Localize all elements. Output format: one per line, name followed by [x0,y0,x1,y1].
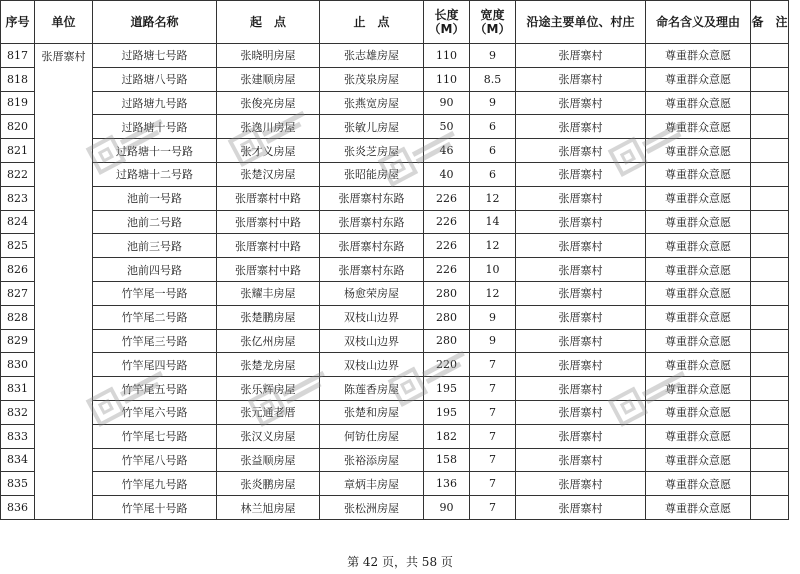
cell-along: 张厝寨村 [516,329,646,353]
cell-note [751,258,789,282]
cell-width: 10 [470,258,516,282]
cell-end: 杨愈荣房屋 [320,281,424,305]
table-row [1,139,789,163]
table-row [1,496,789,520]
cell-road-name: 过路塘十一号路 [93,139,217,163]
cell-meaning: 尊重群众意愿 [646,139,751,163]
cell-meaning: 尊重群众意愿 [646,44,751,68]
cell-seq: 825 [1,234,35,258]
cell-end: 何钫仕房屋 [320,424,424,448]
cell-meaning: 尊重群众意愿 [646,377,751,401]
cell-end: 张敏儿房屋 [320,115,424,139]
cell-length: 158 [424,448,470,472]
cell-length: 90 [424,496,470,520]
cell-meaning: 尊重群众意愿 [646,258,751,282]
cell-seq: 823 [1,186,35,210]
header-unit: 单位 [35,1,93,44]
cell-seq: 822 [1,162,35,186]
cell-end: 张厝寨村东路 [320,234,424,258]
cell-along: 张厝寨村 [516,139,646,163]
cell-along: 张厝寨村 [516,424,646,448]
header-length-label: 长度 [434,8,459,22]
cell-meaning: 尊重群众意愿 [646,424,751,448]
cell-width: 12 [470,234,516,258]
cell-note [751,377,789,401]
cell-note [751,329,789,353]
cell-length: 226 [424,186,470,210]
cell-note [751,186,789,210]
cell-along: 张厝寨村 [516,353,646,377]
cell-width: 12 [470,281,516,305]
cell-length: 226 [424,258,470,282]
cell-note [751,115,789,139]
cell-note [751,448,789,472]
cell-note [751,210,789,234]
cell-road-name: 竹竿尾六号路 [93,400,217,424]
cell-road-name: 竹竿尾十号路 [93,496,217,520]
cell-width: 9 [470,329,516,353]
cell-along: 张厝寨村 [516,258,646,282]
cell-end: 双枝山边界 [320,353,424,377]
cell-note [751,472,789,496]
cell-length: 280 [424,329,470,353]
cell-length: 220 [424,353,470,377]
cell-meaning: 尊重群众意愿 [646,234,751,258]
header-start: 起 点 [217,1,320,44]
cell-end: 张裕添房屋 [320,448,424,472]
cell-start: 张楚鹏房屋 [217,305,320,329]
cell-road-name: 过路塘七号路 [93,44,217,68]
cell-seq: 820 [1,115,35,139]
cell-note [751,424,789,448]
cell-along: 张厝寨村 [516,67,646,91]
cell-start: 张乐辉房屋 [217,377,320,401]
cell-road-name: 竹竿尾五号路 [93,377,217,401]
cell-meaning: 尊重群众意愿 [646,162,751,186]
cell-width: 7 [470,353,516,377]
cell-start: 林兰旭房屋 [217,496,320,520]
cell-end: 张昭能房屋 [320,162,424,186]
cell-road-name: 池前四号路 [93,258,217,282]
cell-meaning: 尊重群众意愿 [646,210,751,234]
cell-seq: 827 [1,281,35,305]
header-width [470,1,516,44]
table-row [1,424,789,448]
cell-meaning: 尊重群众意愿 [646,305,751,329]
cell-meaning: 尊重群众意愿 [646,91,751,115]
cell-road-name: 竹竿尾三号路 [93,329,217,353]
cell-start: 张厝寨村中路 [217,258,320,282]
cell-road-name: 竹竿尾一号路 [93,281,217,305]
cell-length: 280 [424,281,470,305]
cell-along: 张厝寨村 [516,448,646,472]
cell-length: 110 [424,67,470,91]
table-row [1,448,789,472]
cell-length: 50 [424,115,470,139]
cell-note [751,139,789,163]
cell-start: 张建顺房屋 [217,67,320,91]
cell-seq: 817 [1,44,35,68]
header-row [1,1,789,44]
cell-seq: 831 [1,377,35,401]
cell-start: 张楚龙房屋 [217,353,320,377]
cell-along: 张厝寨村 [516,496,646,520]
cell-width: 7 [470,377,516,401]
cell-start: 张厝寨村中路 [217,234,320,258]
cell-unit: 张厝寨村 [35,44,93,520]
cell-seq: 829 [1,329,35,353]
cell-width: 8.5 [470,67,516,91]
table-row [1,353,789,377]
cell-end: 张厝寨村东路 [320,258,424,282]
header-meaning: 命名含义及理由 [646,1,751,44]
cell-end: 章炳丰房屋 [320,472,424,496]
cell-along: 张厝寨村 [516,281,646,305]
cell-along: 张厝寨村 [516,305,646,329]
cell-seq: 836 [1,496,35,520]
cell-width: 12 [470,186,516,210]
table-row [1,234,789,258]
cell-width: 6 [470,139,516,163]
cell-width: 7 [470,400,516,424]
cell-note [751,281,789,305]
cell-seq: 832 [1,400,35,424]
cell-width: 7 [470,448,516,472]
cell-width: 14 [470,210,516,234]
cell-seq: 828 [1,305,35,329]
cell-start: 张耀丰房屋 [217,281,320,305]
cell-road-name: 过路塘九号路 [93,91,217,115]
cell-note [751,234,789,258]
cell-start: 张亿州房屋 [217,329,320,353]
table-row [1,91,789,115]
cell-road-name: 过路塘十号路 [93,115,217,139]
cell-length: 136 [424,472,470,496]
header-length-unit: （M） [428,22,465,36]
cell-meaning: 尊重群众意愿 [646,400,751,424]
cell-road-name: 过路塘八号路 [93,67,217,91]
table-row [1,400,789,424]
cell-seq: 835 [1,472,35,496]
cell-end: 张厝寨村东路 [320,210,424,234]
cell-along: 张厝寨村 [516,400,646,424]
cell-start: 张俊亮房屋 [217,91,320,115]
cell-note [751,162,789,186]
header-width-unit: （M） [474,22,511,36]
cell-meaning: 尊重群众意愿 [646,281,751,305]
cell-width: 9 [470,44,516,68]
cell-length: 90 [424,91,470,115]
cell-road-name: 竹竿尾二号路 [93,305,217,329]
cell-end: 张燕宽房屋 [320,91,424,115]
cell-note [751,353,789,377]
cell-width: 9 [470,305,516,329]
header-width-label: 宽度 [480,8,505,22]
cell-meaning: 尊重群众意愿 [646,496,751,520]
cell-seq: 824 [1,210,35,234]
cell-seq: 821 [1,139,35,163]
cell-meaning: 尊重群众意愿 [646,448,751,472]
cell-note [751,91,789,115]
cell-road-name: 池前一号路 [93,186,217,210]
cell-width: 7 [470,496,516,520]
table-body [1,44,789,520]
cell-width: 7 [470,424,516,448]
cell-seq: 830 [1,353,35,377]
header-seq: 序号 [1,1,35,44]
cell-road-name: 池前三号路 [93,234,217,258]
cell-start: 张楚汉房屋 [217,162,320,186]
table-row [1,305,789,329]
header-length [424,1,470,44]
cell-road-name: 竹竿尾九号路 [93,472,217,496]
cell-length: 40 [424,162,470,186]
cell-start: 张逸川房屋 [217,115,320,139]
cell-seq: 819 [1,91,35,115]
cell-road-name: 竹竿尾八号路 [93,448,217,472]
cell-seq: 834 [1,448,35,472]
cell-end: 张厝寨村东路 [320,186,424,210]
cell-along: 张厝寨村 [516,472,646,496]
cell-along: 张厝寨村 [516,115,646,139]
table-row [1,258,789,282]
cell-road-name: 竹竿尾四号路 [93,353,217,377]
cell-end: 张茂泉房屋 [320,67,424,91]
cell-along: 张厝寨村 [516,91,646,115]
cell-end: 张炎芝房屋 [320,139,424,163]
table-row [1,281,789,305]
cell-start: 张元通老厝 [217,400,320,424]
cell-road-name: 竹竿尾七号路 [93,424,217,448]
cell-length: 46 [424,139,470,163]
table-row [1,115,789,139]
cell-width: 6 [470,115,516,139]
table-row [1,186,789,210]
cell-note [751,400,789,424]
table-row [1,210,789,234]
header-note: 备 注 [751,1,789,44]
cell-along: 张厝寨村 [516,234,646,258]
cell-start: 张晓明房屋 [217,44,320,68]
cell-along: 张厝寨村 [516,44,646,68]
header-along: 沿途主要单位、村庄 [516,1,646,44]
header-end: 止 点 [320,1,424,44]
cell-length: 182 [424,424,470,448]
table-row [1,377,789,401]
cell-start: 张才义房屋 [217,139,320,163]
cell-end: 陈莲香房屋 [320,377,424,401]
cell-end: 张松洲房屋 [320,496,424,520]
cell-length: 195 [424,377,470,401]
cell-end: 双枝山边界 [320,305,424,329]
cell-start: 张厝寨村中路 [217,210,320,234]
table-row [1,472,789,496]
cell-road-name: 池前二号路 [93,210,217,234]
cell-meaning: 尊重群众意愿 [646,329,751,353]
cell-along: 张厝寨村 [516,377,646,401]
table-row [1,44,789,68]
cell-start: 张汉义房屋 [217,424,320,448]
cell-start: 张益顺房屋 [217,448,320,472]
cell-meaning: 尊重群众意愿 [646,67,751,91]
cell-note [751,67,789,91]
cell-along: 张厝寨村 [516,186,646,210]
cell-seq: 833 [1,424,35,448]
cell-length: 110 [424,44,470,68]
cell-start: 张厝寨村中路 [217,186,320,210]
cell-end: 张志雄房屋 [320,44,424,68]
cell-width: 7 [470,472,516,496]
cell-meaning: 尊重群众意愿 [646,353,751,377]
cell-meaning: 尊重群众意愿 [646,186,751,210]
cell-along: 张厝寨村 [516,210,646,234]
cell-length: 195 [424,400,470,424]
cell-meaning: 尊重群众意愿 [646,472,751,496]
page-footer: 第 42 页，共 58 页 [347,555,453,569]
cell-end: 张楚和房屋 [320,400,424,424]
cell-length: 226 [424,234,470,258]
cell-length: 226 [424,210,470,234]
cell-start: 张炎鹏房屋 [217,472,320,496]
cell-seq: 826 [1,258,35,282]
table-row [1,329,789,353]
cell-note [751,305,789,329]
cell-note [751,496,789,520]
cell-road-name: 过路塘十二号路 [93,162,217,186]
cell-width: 6 [470,162,516,186]
cell-note [751,44,789,68]
cell-length: 280 [424,305,470,329]
cell-along: 张厝寨村 [516,162,646,186]
table-row [1,67,789,91]
header-road-name: 道路名称 [93,1,217,44]
cell-seq: 818 [1,67,35,91]
cell-end: 双枝山边界 [320,329,424,353]
cell-width: 9 [470,91,516,115]
cell-meaning: 尊重群众意愿 [646,115,751,139]
table-row [1,162,789,186]
